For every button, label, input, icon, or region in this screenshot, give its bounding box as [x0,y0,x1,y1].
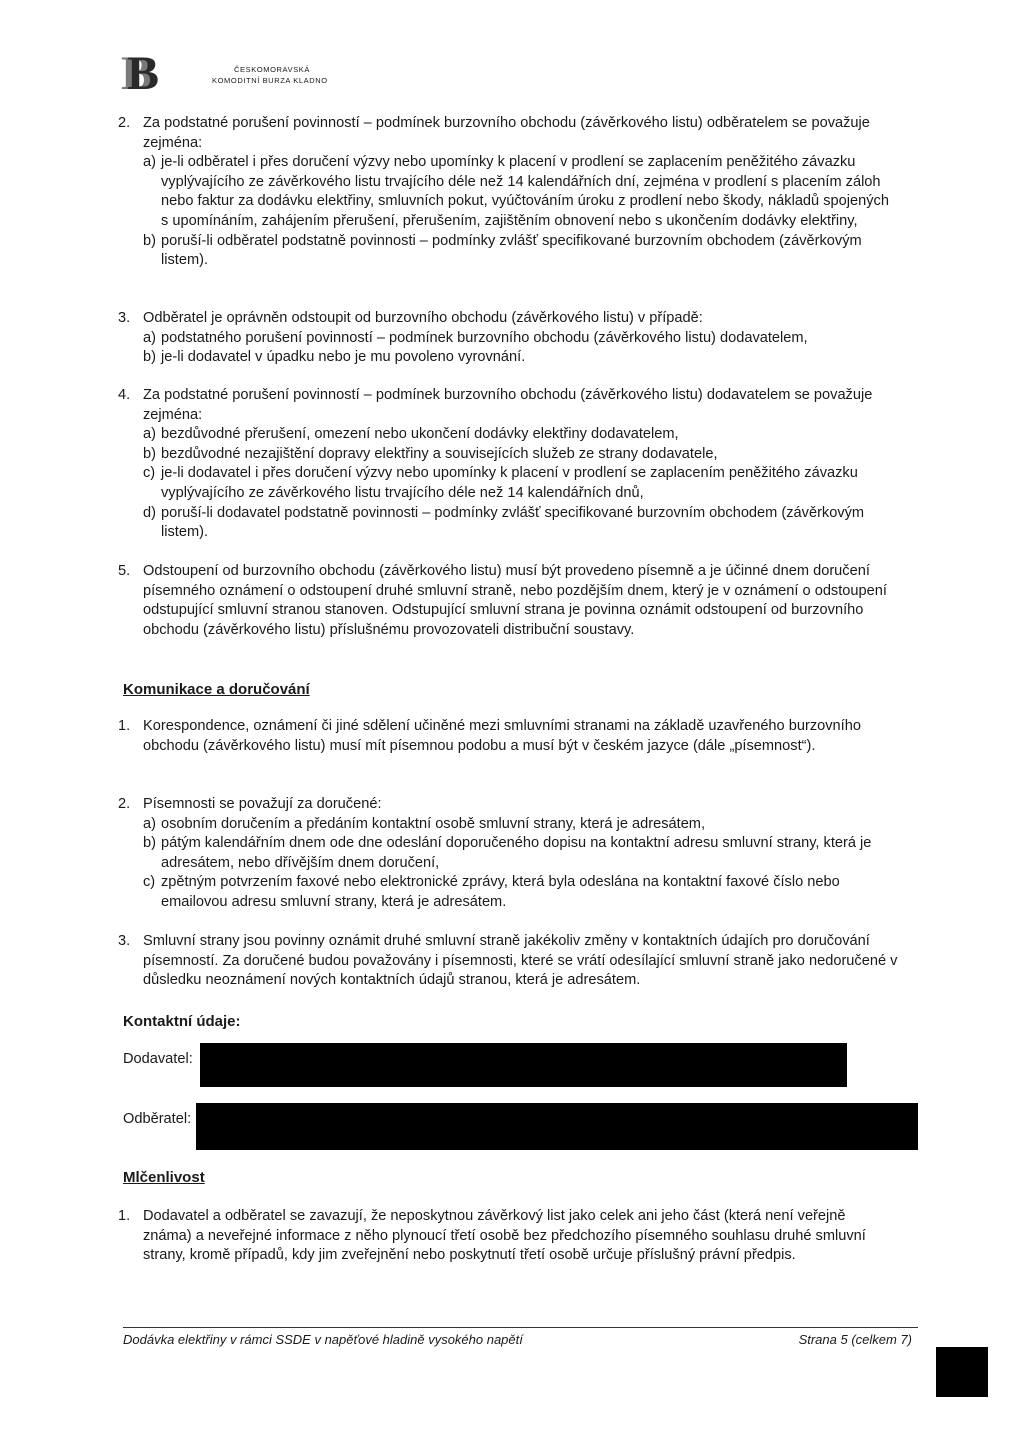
logo-org-line2: KOMODITNÍ BURZA KLADNO [212,76,328,85]
section-2 [118,114,898,271]
list-item [143,329,898,349]
list-item-text: je-li dodavatel v úpadku nebo je mu povoleno vyrovnání. [161,349,526,366]
list-item [143,834,898,873]
komunikace-3 [118,932,898,991]
section-number: 3. [118,310,131,326]
exchange-logo [127,47,377,100]
list-item-label: d) [143,504,156,521]
list-item-text: bezdůvodné přerušení, omezení nebo ukončení dodávky elektřiny dodavatelem, [161,426,679,443]
list-item-text: poruší-li dodavatel podstatně povinnosti – podmínky zvlášť specifikované burzovním obchodem (závěrkovým listem). [161,504,865,541]
section-text: Dodavatel a odběratel se zavazují, že neposkytnou závěrkový list jako celek ani jeho část (která není veřejně známa) a neveřejné informace z něho plynoucí třetí osobě bez předchozího písemného souhlasu druhé smluvní strany, kromě případů, kdy jim zveřejnění nebo poskytnutí třetí osobě určuje příslušný právní předpis. [143,1208,866,1264]
list-item-label: b) [143,835,156,852]
odberatel-label: Odběratel: [123,1111,192,1127]
list-item-text: zpětným potvrzením faxové nebo elektronické zprávy, která byla odeslána na kontaktní faxové číslo nebo emailovou adresu smluvní strany, která je adresátem. [161,874,840,910]
heading-kontaktni-udaje: Kontaktní údaje: [123,1013,241,1030]
list-item-text: osobním doručením a předáním kontaktní osobě smluvní strany, která je adresátem, [161,815,706,832]
list-item-text: bezdůvodné nezajištění dopravy elektřiny a souvisejících služeb ze strany dodavatele, [161,445,718,462]
list-item [143,464,898,503]
section-text: Smluvní strany jsou povinny oznámit druhé smluvní straně jakékoliv změny v kontaktních údajích pro doručování písemností. Za doručené budou považovány i písemnosti, které se vrátí odesílající smluvní straně jako nedoručené v důsledku neoznámení nových kontaktních údajů stranou, která je adresátem. [143,933,898,989]
list-item [143,348,898,368]
redaction-box-odberatel [196,1103,918,1150]
list-item [143,815,898,835]
redaction-box-dodavatel [200,1043,847,1087]
list-item [143,153,898,231]
footer-document-title: Dodávka elektřiny v rámci SSDE v napěťové hladině vysokého napětí [123,1332,523,1347]
list-item-label: a) [143,329,156,346]
section-text: Korespondence, oznámení či jiné sdělení učiněné mezi smluvními stranami na základě uzavřeného burzovního obchodu (závěrkového listu) musí mít písemnou podobu a musí být v českém jazyce (dále „písemnost“). [143,718,861,754]
section-number: 2. [118,796,131,812]
komunikace-2 [118,795,898,913]
corner-redaction-box [936,1347,988,1397]
mlcenlivost-1 [118,1207,898,1266]
section-3 [118,309,898,368]
section-number: 4. [118,387,131,403]
list-item-text: poruší-li odběratel podstatně povinnosti – podmínky zvlášť specifikované burzovním obchodem (závěrkovým listem). [161,232,862,269]
section-number: 3. [118,933,131,949]
list-item [143,873,898,912]
section-number: 1. [118,718,131,734]
section-number: 5. [118,563,131,579]
section-text: Odběratel je oprávněn odstoupit od burzovního obchodu (závěrkového listu) v případě: [143,310,703,326]
list-item [143,425,898,445]
footer-page-number: Strana 5 (celkem 7) [798,1332,912,1347]
komunikace-1 [118,717,898,756]
list-item-label: a) [143,426,156,443]
section-number: 1. [118,1208,131,1224]
dodavatel-label: Dodavatel: [123,1051,193,1067]
list-item-text: pátým kalendářním dnem ode dne odeslání doporučeného dopisu na kontaktní adresu smluvní strany, která je adresátem, nebo dřívějším dnem doručení, [161,835,872,871]
list-item-label: b) [143,232,156,249]
logo-org-line1: ČESKOMORAVSKÁ [234,65,311,74]
section-text: Za podstatné porušení povinností – podmínek burzovního obchodu (závěrkového listu) odběratelem se považuje zejména: [143,115,870,151]
footer-divider [123,1327,918,1328]
heading-komunikace: Komunikace a doručování [123,681,310,698]
section-number: 2. [118,115,131,131]
list-item-text: je-li dodavatel i přes doručení výzvy nebo upomínky k placení v prodlení se zaplacením peněžitého závazku vyplývajícího ze závěrkového listu trvajícího déle než 14 kalendářních dnů, [161,465,858,501]
list-item-label: c) [143,874,156,891]
heading-mlcenlivost: Mlčenlivost [123,1169,205,1186]
list-item [143,445,898,465]
list-item [143,504,898,543]
list-item [143,232,898,271]
logo-mark: B [127,47,160,100]
section-5 [118,562,898,640]
list-item-label: b) [143,445,156,462]
list-item-label: a) [143,154,156,171]
section-text: Písemnosti se považují za doručené: [143,796,382,812]
list-item-label: b) [143,349,156,366]
section-4 [118,386,898,543]
list-item-text: je-li odběratel i přes doručení výzvy nebo upomínky k placení v prodlení se zaplacením peněžitého závazku vyplývajícího ze závěrkového listu trvajícího déle než 14 kalendářních dní, zejména v prodlení s placením záloh nebo faktur za dodávku elektřiny, smluvních pokut, vyúčtováním úroku z prodlení nebo škody, nákladů spojených s upomínáním, zahájením přerušení, přerušením, zajištěním obnovení nebo s ukončením dodávky elektřiny, [161,154,889,229]
section-text: Odstoupení od burzovního obchodu (závěrkového listu) musí být provedeno písemně a je účinné dnem doručení písemného oznámení o odstoupení druhé smluvní straně, nebo pozdějším dnem, který je v oznámení o odstoupení odstupující smluvní stranou stanoven. Odstupující smluvní strana je povinna oznámit odstoupení od burzovního obchodu (závěrkového listu) příslušnému provozovateli distribuční soustavy. [143,563,887,638]
section-text: Za podstatné porušení povinností – podmínek burzovního obchodu (závěrkového listu) dodavatelem se považuje zejména: [143,387,873,423]
list-item-text: podstatného porušení povinností – podmínek burzovního obchodu (závěrkového listu) dodavatelem, [161,329,808,346]
list-item-label: c) [143,465,156,482]
list-item-label: a) [143,815,156,832]
